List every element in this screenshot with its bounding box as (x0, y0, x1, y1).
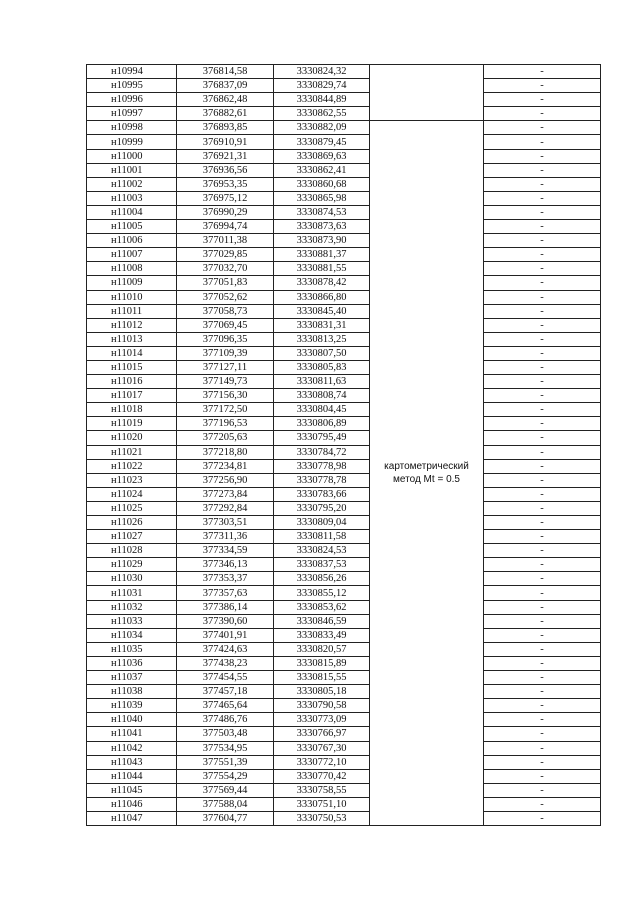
y-coordinate-cell: 3330824,53 (274, 544, 370, 558)
dash-cell: - (484, 65, 601, 79)
y-coordinate-cell: 3330824,32 (274, 65, 370, 79)
dash-cell: - (484, 614, 601, 628)
x-coordinate-cell: 377311,36 (177, 530, 274, 544)
y-coordinate-cell: 3330809,04 (274, 516, 370, 530)
table-row (87, 671, 601, 685)
dash-cell: - (484, 671, 601, 685)
y-coordinate-cell: 3330853,62 (274, 600, 370, 614)
point-name-cell: н11033 (87, 614, 177, 628)
y-coordinate-cell: 3330807,50 (274, 346, 370, 360)
point-name-cell: н11045 (87, 783, 177, 797)
point-name-cell: н11000 (87, 149, 177, 163)
y-coordinate-cell: 3330778,78 (274, 473, 370, 487)
table-row (87, 558, 601, 572)
x-coordinate-cell: 377029,85 (177, 248, 274, 262)
dash-cell: - (484, 783, 601, 797)
y-coordinate-cell: 3330833,49 (274, 628, 370, 642)
x-coordinate-cell: 377218,80 (177, 445, 274, 459)
x-coordinate-cell: 377196,53 (177, 417, 274, 431)
point-name-cell: н11013 (87, 332, 177, 346)
x-coordinate-cell: 376936,56 (177, 163, 274, 177)
point-name-cell: н11041 (87, 727, 177, 741)
x-coordinate-cell: 377303,51 (177, 516, 274, 530)
point-name-cell: н11008 (87, 262, 177, 276)
x-coordinate-cell: 377503,48 (177, 727, 274, 741)
dash-cell: - (484, 79, 601, 93)
x-coordinate-cell: 377424,63 (177, 642, 274, 656)
point-name-cell: н11020 (87, 431, 177, 445)
x-coordinate-cell: 377357,63 (177, 586, 274, 600)
dash-cell: - (484, 797, 601, 811)
point-name-cell: н11046 (87, 797, 177, 811)
y-coordinate-cell: 3330874,53 (274, 205, 370, 219)
point-name-cell: н11038 (87, 685, 177, 699)
dash-cell: - (484, 558, 601, 572)
x-coordinate-cell: 376814,58 (177, 65, 274, 79)
y-coordinate-cell: 3330866,80 (274, 290, 370, 304)
point-name-cell: н11022 (87, 459, 177, 473)
x-coordinate-cell: 376837,09 (177, 79, 274, 93)
y-coordinate-cell: 3330873,63 (274, 220, 370, 234)
point-name-cell: н11015 (87, 360, 177, 374)
y-coordinate-cell: 3330808,74 (274, 389, 370, 403)
table-row (87, 93, 601, 107)
point-name-cell: н11029 (87, 558, 177, 572)
dash-cell: - (484, 699, 601, 713)
x-coordinate-cell: 377551,39 (177, 755, 274, 769)
point-name-cell: н11026 (87, 516, 177, 530)
dash-cell: - (484, 290, 601, 304)
method-cell (370, 121, 484, 826)
y-coordinate-cell: 3330862,55 (274, 107, 370, 121)
point-name-cell: н11010 (87, 290, 177, 304)
dash-cell: - (484, 600, 601, 614)
point-name-cell: н11023 (87, 473, 177, 487)
point-name-cell: н10996 (87, 93, 177, 107)
point-name-cell: н11012 (87, 318, 177, 332)
table-row (87, 234, 601, 248)
dash-cell: - (484, 149, 601, 163)
point-name-cell: н11016 (87, 375, 177, 389)
table-row (87, 346, 601, 360)
x-coordinate-cell: 377588,04 (177, 797, 274, 811)
dash-cell: - (484, 121, 601, 135)
table-row (87, 417, 601, 431)
x-coordinate-cell: 377069,45 (177, 318, 274, 332)
x-coordinate-cell: 376975,12 (177, 191, 274, 205)
y-coordinate-cell: 3330811,63 (274, 375, 370, 389)
y-coordinate-cell: 3330795,20 (274, 501, 370, 515)
point-name-cell: н10997 (87, 107, 177, 121)
point-name-cell: н10994 (87, 65, 177, 79)
table-row (87, 445, 601, 459)
y-coordinate-cell: 3330766,97 (274, 727, 370, 741)
x-coordinate-cell: 377032,70 (177, 262, 274, 276)
point-name-cell: н11030 (87, 572, 177, 586)
table-row (87, 811, 601, 825)
dash-cell: - (484, 304, 601, 318)
point-name-cell: н11001 (87, 163, 177, 177)
y-coordinate-cell: 3330783,66 (274, 487, 370, 501)
dash-cell: - (484, 191, 601, 205)
dash-cell: - (484, 445, 601, 459)
y-coordinate-cell: 3330750,53 (274, 811, 370, 825)
point-name-cell: н11027 (87, 530, 177, 544)
y-coordinate-cell: 3330881,55 (274, 262, 370, 276)
dash-cell: - (484, 487, 601, 501)
dash-cell: - (484, 346, 601, 360)
table-row (87, 473, 601, 487)
dash-cell: - (484, 656, 601, 670)
dash-cell: - (484, 685, 601, 699)
table-row (87, 107, 601, 121)
dash-cell: - (484, 530, 601, 544)
table-row (87, 487, 601, 501)
table-row (87, 276, 601, 290)
table-row (87, 614, 601, 628)
x-coordinate-cell: 376994,74 (177, 220, 274, 234)
dash-cell: - (484, 107, 601, 121)
table-row (87, 262, 601, 276)
y-coordinate-cell: 3330820,57 (274, 642, 370, 656)
x-coordinate-cell: 377465,64 (177, 699, 274, 713)
dash-cell: - (484, 177, 601, 191)
table-row (87, 572, 601, 586)
table-row (87, 149, 601, 163)
x-coordinate-cell: 377109,39 (177, 346, 274, 360)
dash-cell: - (484, 586, 601, 600)
x-coordinate-cell: 377353,37 (177, 572, 274, 586)
point-name-cell: н11009 (87, 276, 177, 290)
dash-cell: - (484, 755, 601, 769)
dash-cell: - (484, 741, 601, 755)
y-coordinate-cell: 3330860,68 (274, 177, 370, 191)
x-coordinate-cell: 376862,48 (177, 93, 274, 107)
dash-cell: - (484, 628, 601, 642)
y-coordinate-cell: 3330804,45 (274, 403, 370, 417)
x-coordinate-cell: 377127,11 (177, 360, 274, 374)
dash-cell: - (484, 220, 601, 234)
point-name-cell: н11005 (87, 220, 177, 234)
point-name-cell: н11004 (87, 205, 177, 219)
y-coordinate-cell: 3330813,25 (274, 332, 370, 346)
table-row (87, 332, 601, 346)
table-row (87, 389, 601, 403)
x-coordinate-cell: 377096,35 (177, 332, 274, 346)
x-coordinate-cell: 377390,60 (177, 614, 274, 628)
table-row (87, 191, 601, 205)
table-row (87, 501, 601, 515)
dash-cell: - (484, 544, 601, 558)
y-coordinate-cell: 3330881,37 (274, 248, 370, 262)
x-coordinate-cell: 377346,13 (177, 558, 274, 572)
dash-cell: - (484, 135, 601, 149)
point-name-cell: н11024 (87, 487, 177, 501)
table-row (87, 741, 601, 755)
y-coordinate-cell: 3330856,26 (274, 572, 370, 586)
y-coordinate-cell: 3330773,09 (274, 713, 370, 727)
coordinates-table-body (87, 65, 601, 826)
point-name-cell: н10995 (87, 79, 177, 93)
x-coordinate-cell: 376882,61 (177, 107, 274, 121)
y-coordinate-cell: 3330784,72 (274, 445, 370, 459)
point-name-cell: н11003 (87, 191, 177, 205)
x-coordinate-cell: 377011,38 (177, 234, 274, 248)
table-row (87, 403, 601, 417)
table-row (87, 685, 601, 699)
point-name-cell: н11042 (87, 741, 177, 755)
x-coordinate-cell: 377386,14 (177, 600, 274, 614)
y-coordinate-cell: 3330844,89 (274, 93, 370, 107)
table-row (87, 375, 601, 389)
table-row (87, 79, 601, 93)
dash-cell: - (484, 811, 601, 825)
table-row (87, 431, 601, 445)
point-name-cell: н11014 (87, 346, 177, 360)
dash-cell: - (484, 332, 601, 346)
x-coordinate-cell: 377438,23 (177, 656, 274, 670)
x-coordinate-cell: 377205,63 (177, 431, 274, 445)
y-coordinate-cell: 3330846,59 (274, 614, 370, 628)
x-coordinate-cell: 377554,29 (177, 769, 274, 783)
method-label-line1: картометрический (384, 461, 469, 473)
table-row (87, 65, 601, 79)
y-coordinate-cell: 3330873,90 (274, 234, 370, 248)
point-name-cell: н11028 (87, 544, 177, 558)
point-name-cell: н11044 (87, 769, 177, 783)
dash-cell: - (484, 262, 601, 276)
x-coordinate-cell: 376953,35 (177, 177, 274, 191)
x-coordinate-cell: 377273,84 (177, 487, 274, 501)
dash-cell: - (484, 389, 601, 403)
x-coordinate-cell: 377052,62 (177, 290, 274, 304)
point-name-cell: н11040 (87, 713, 177, 727)
table-row (87, 304, 601, 318)
point-name-cell: н10998 (87, 121, 177, 135)
point-name-cell: н11032 (87, 600, 177, 614)
dash-cell: - (484, 642, 601, 656)
y-coordinate-cell: 3330879,45 (274, 135, 370, 149)
dash-cell: - (484, 431, 601, 445)
x-coordinate-cell: 377172,50 (177, 403, 274, 417)
table-row (87, 713, 601, 727)
point-name-cell: н10999 (87, 135, 177, 149)
dash-cell: - (484, 205, 601, 219)
x-coordinate-cell: 377569,44 (177, 783, 274, 797)
x-coordinate-cell: 376893,85 (177, 121, 274, 135)
y-coordinate-cell: 3330862,41 (274, 163, 370, 177)
x-coordinate-cell: 376990,29 (177, 205, 274, 219)
x-coordinate-cell: 377604,77 (177, 811, 274, 825)
table-row (87, 727, 601, 741)
table-row (87, 177, 601, 191)
x-coordinate-cell: 377457,18 (177, 685, 274, 699)
table-row (87, 656, 601, 670)
y-coordinate-cell: 3330878,42 (274, 276, 370, 290)
y-coordinate-cell: 3330795,49 (274, 431, 370, 445)
dash-cell: - (484, 276, 601, 290)
point-name-cell: н11043 (87, 755, 177, 769)
table-row (87, 163, 601, 177)
point-name-cell: н11035 (87, 642, 177, 656)
point-name-cell: н11047 (87, 811, 177, 825)
y-coordinate-cell: 3330770,42 (274, 769, 370, 783)
y-coordinate-cell: 3330772,10 (274, 755, 370, 769)
table-row (87, 135, 601, 149)
table-row (87, 459, 601, 473)
table-row (87, 290, 601, 304)
y-coordinate-cell: 3330869,63 (274, 149, 370, 163)
y-coordinate-cell: 3330767,30 (274, 741, 370, 755)
dash-cell: - (484, 459, 601, 473)
x-coordinate-cell: 377051,83 (177, 276, 274, 290)
table-row (87, 600, 601, 614)
y-coordinate-cell: 3330805,18 (274, 685, 370, 699)
table-row (87, 642, 601, 656)
table-row (87, 220, 601, 234)
y-coordinate-cell: 3330815,55 (274, 671, 370, 685)
dash-cell: - (484, 318, 601, 332)
dash-cell: - (484, 516, 601, 530)
x-coordinate-cell: 377292,84 (177, 501, 274, 515)
dash-cell: - (484, 473, 601, 487)
table-row (87, 516, 601, 530)
dash-cell: - (484, 360, 601, 374)
method-label-line2: метод Mt = 0.5 (393, 474, 460, 486)
y-coordinate-cell: 3330758,55 (274, 783, 370, 797)
dash-cell: - (484, 234, 601, 248)
y-coordinate-cell: 3330790,58 (274, 699, 370, 713)
y-coordinate-cell: 3330805,83 (274, 360, 370, 374)
coordinates-table (86, 64, 601, 826)
y-coordinate-cell: 3330865,98 (274, 191, 370, 205)
point-name-cell: н11034 (87, 628, 177, 642)
dash-cell: - (484, 417, 601, 431)
x-coordinate-cell: 377401,91 (177, 628, 274, 642)
point-name-cell: н11017 (87, 389, 177, 403)
point-name-cell: н11018 (87, 403, 177, 417)
y-coordinate-cell: 3330845,40 (274, 304, 370, 318)
x-coordinate-cell: 377486,76 (177, 713, 274, 727)
y-coordinate-cell: 3330837,53 (274, 558, 370, 572)
point-name-cell: н11037 (87, 671, 177, 685)
dash-cell: - (484, 163, 601, 177)
table-row (87, 360, 601, 374)
x-coordinate-cell: 377334,59 (177, 544, 274, 558)
point-name-cell: н11025 (87, 501, 177, 515)
dash-cell: - (484, 713, 601, 727)
x-coordinate-cell: 377534,95 (177, 741, 274, 755)
table-row (87, 205, 601, 219)
table-row (87, 121, 601, 135)
dash-cell: - (484, 248, 601, 262)
table-row (87, 586, 601, 600)
y-coordinate-cell: 3330882,09 (274, 121, 370, 135)
x-coordinate-cell: 377256,90 (177, 473, 274, 487)
y-coordinate-cell: 3330855,12 (274, 586, 370, 600)
y-coordinate-cell: 3330831,31 (274, 318, 370, 332)
y-coordinate-cell: 3330815,89 (274, 656, 370, 670)
point-name-cell: н11031 (87, 586, 177, 600)
point-name-cell: н11019 (87, 417, 177, 431)
y-coordinate-cell: 3330811,58 (274, 530, 370, 544)
x-coordinate-cell: 377058,73 (177, 304, 274, 318)
y-coordinate-cell: 3330778,98 (274, 459, 370, 473)
dash-cell: - (484, 727, 601, 741)
dash-cell: - (484, 93, 601, 107)
point-name-cell: н11021 (87, 445, 177, 459)
x-coordinate-cell: 377156,30 (177, 389, 274, 403)
method-cell-empty (370, 65, 484, 121)
dash-cell: - (484, 501, 601, 515)
x-coordinate-cell: 377149,73 (177, 375, 274, 389)
x-coordinate-cell: 376910,91 (177, 135, 274, 149)
table-row (87, 248, 601, 262)
point-name-cell: н11002 (87, 177, 177, 191)
dash-cell: - (484, 769, 601, 783)
table-row (87, 318, 601, 332)
x-coordinate-cell: 377234,81 (177, 459, 274, 473)
table-row (87, 544, 601, 558)
y-coordinate-cell: 3330751,10 (274, 797, 370, 811)
table-row (87, 530, 601, 544)
y-coordinate-cell: 3330806,89 (274, 417, 370, 431)
table-row (87, 769, 601, 783)
dash-cell: - (484, 572, 601, 586)
dash-cell: - (484, 403, 601, 417)
table-row (87, 797, 601, 811)
point-name-cell: н11007 (87, 248, 177, 262)
y-coordinate-cell: 3330829,74 (274, 79, 370, 93)
x-coordinate-cell: 377454,55 (177, 671, 274, 685)
table-row (87, 783, 601, 797)
table-row (87, 628, 601, 642)
table-row (87, 699, 601, 713)
point-name-cell: н11036 (87, 656, 177, 670)
x-coordinate-cell: 376921,31 (177, 149, 274, 163)
point-name-cell: н11006 (87, 234, 177, 248)
dash-cell: - (484, 375, 601, 389)
point-name-cell: н11011 (87, 304, 177, 318)
table-row (87, 755, 601, 769)
point-name-cell: н11039 (87, 699, 177, 713)
